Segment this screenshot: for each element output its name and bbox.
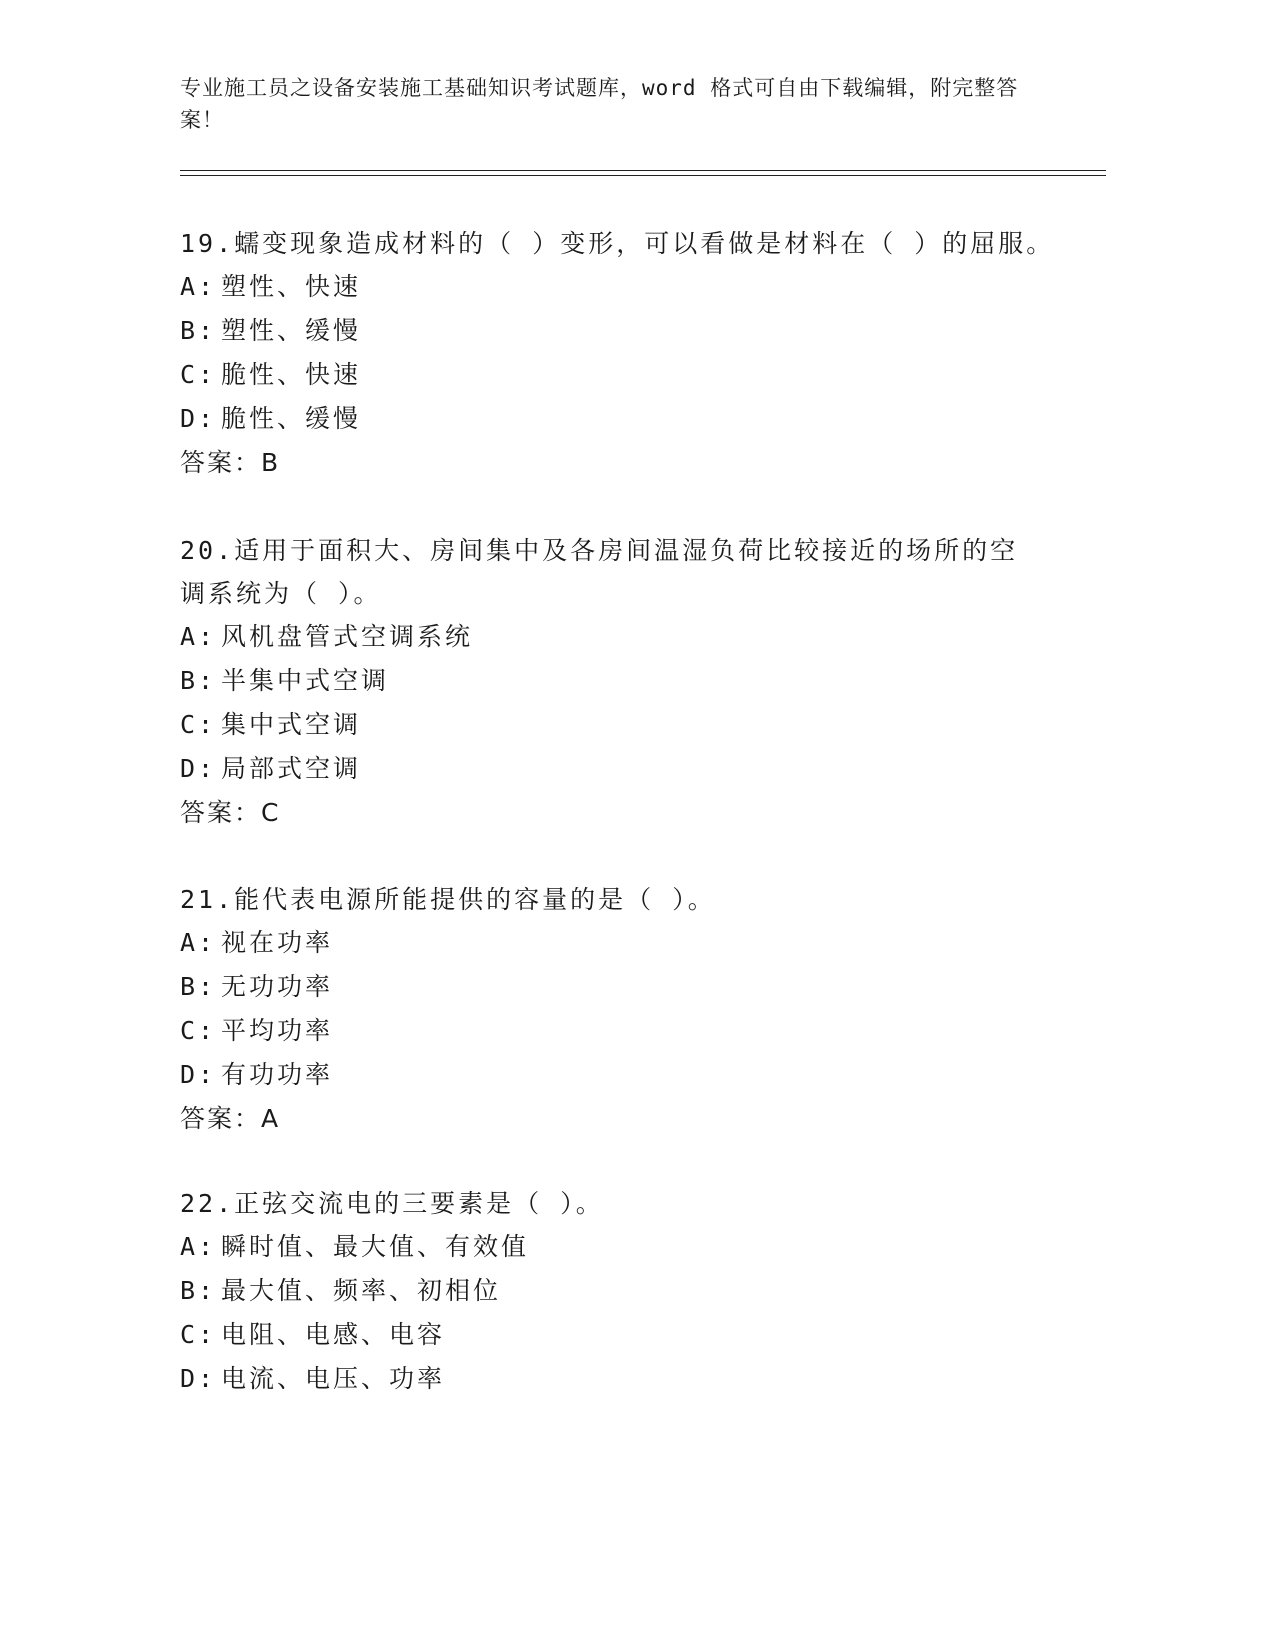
option-text: 脆性、快速 [221, 360, 362, 389]
option-key: C: [180, 1320, 217, 1349]
question-22 [180, 1182, 1060, 1401]
option-key: C: [180, 1016, 217, 1045]
option-key: D: [180, 404, 217, 433]
answer-line: 答案：B [180, 448, 281, 477]
option-key: B: [180, 972, 217, 1001]
option-text: 平均功率 [221, 1016, 334, 1045]
answer-line: 答案：C [180, 798, 281, 827]
option-b [180, 659, 1040, 703]
option-text: 塑性、快速 [221, 272, 362, 301]
option-text: 瞬时值、最大值、有效值 [221, 1232, 530, 1261]
option-key: B: [180, 316, 217, 345]
option-a [180, 921, 1060, 965]
option-a [180, 265, 1060, 309]
option-key: A: [180, 928, 217, 957]
question-21 [180, 878, 1060, 1141]
option-a [180, 1225, 1060, 1269]
question-20 [180, 529, 1040, 835]
option-text: 最大值、频率、初相位 [221, 1276, 502, 1305]
question-stem: 21.能代表电源所能提供的容量的是（ ）。 [180, 885, 716, 914]
option-key: D: [180, 1364, 217, 1393]
option-text: 视在功率 [221, 928, 334, 957]
option-key: A: [180, 1232, 217, 1261]
option-b [180, 965, 1060, 1009]
option-c [180, 1313, 1060, 1357]
option-text: 脆性、缓慢 [221, 404, 362, 433]
option-text: 风机盘管式空调系统 [221, 622, 474, 651]
option-d [180, 1053, 1060, 1097]
option-key: A: [180, 272, 217, 301]
header-rule-bottom [180, 175, 1106, 176]
option-b [180, 1269, 1060, 1313]
document-header: 专业施工员之设备安装施工基础知识考试题库，word 格式可自由下载编辑，附完整答案！ [180, 76, 1019, 132]
option-text: 电阻、电感、电容 [221, 1320, 446, 1349]
header-rule-top [180, 170, 1106, 171]
option-key: B: [180, 666, 217, 695]
option-c [180, 1009, 1060, 1053]
option-text: 无功功率 [221, 972, 334, 1001]
option-text: 集中式空调 [221, 710, 362, 739]
option-text: 塑性、缓慢 [221, 316, 362, 345]
option-key: D: [180, 1060, 217, 1089]
option-text: 有功功率 [221, 1060, 334, 1089]
option-text: 半集中式空调 [221, 666, 390, 695]
option-d [180, 747, 1040, 791]
option-key: A: [180, 622, 217, 651]
question-19 [180, 222, 1060, 485]
option-key: C: [180, 360, 217, 389]
option-c [180, 703, 1040, 747]
option-d [180, 1357, 1060, 1401]
question-stem: 20.适用于面积大、房间集中及各房间温湿负荷比较接近的场所的空调系统为（ ）。 [180, 536, 1019, 608]
option-key: C: [180, 710, 217, 739]
option-text: 电流、电压、功率 [221, 1364, 446, 1393]
option-a [180, 615, 1040, 659]
option-key: D: [180, 754, 217, 783]
option-c [180, 353, 1060, 397]
question-stem: 19.蠕变现象造成材料的（ ）变形，可以看做是材料在（ ）的屈服。 [180, 229, 1055, 258]
option-text: 局部式空调 [221, 754, 362, 783]
option-b [180, 309, 1060, 353]
option-d [180, 397, 1060, 441]
question-stem: 22.正弦交流电的三要素是（ ）。 [180, 1189, 604, 1218]
answer-line: 答案：A [180, 1104, 281, 1133]
option-key: B: [180, 1276, 217, 1305]
